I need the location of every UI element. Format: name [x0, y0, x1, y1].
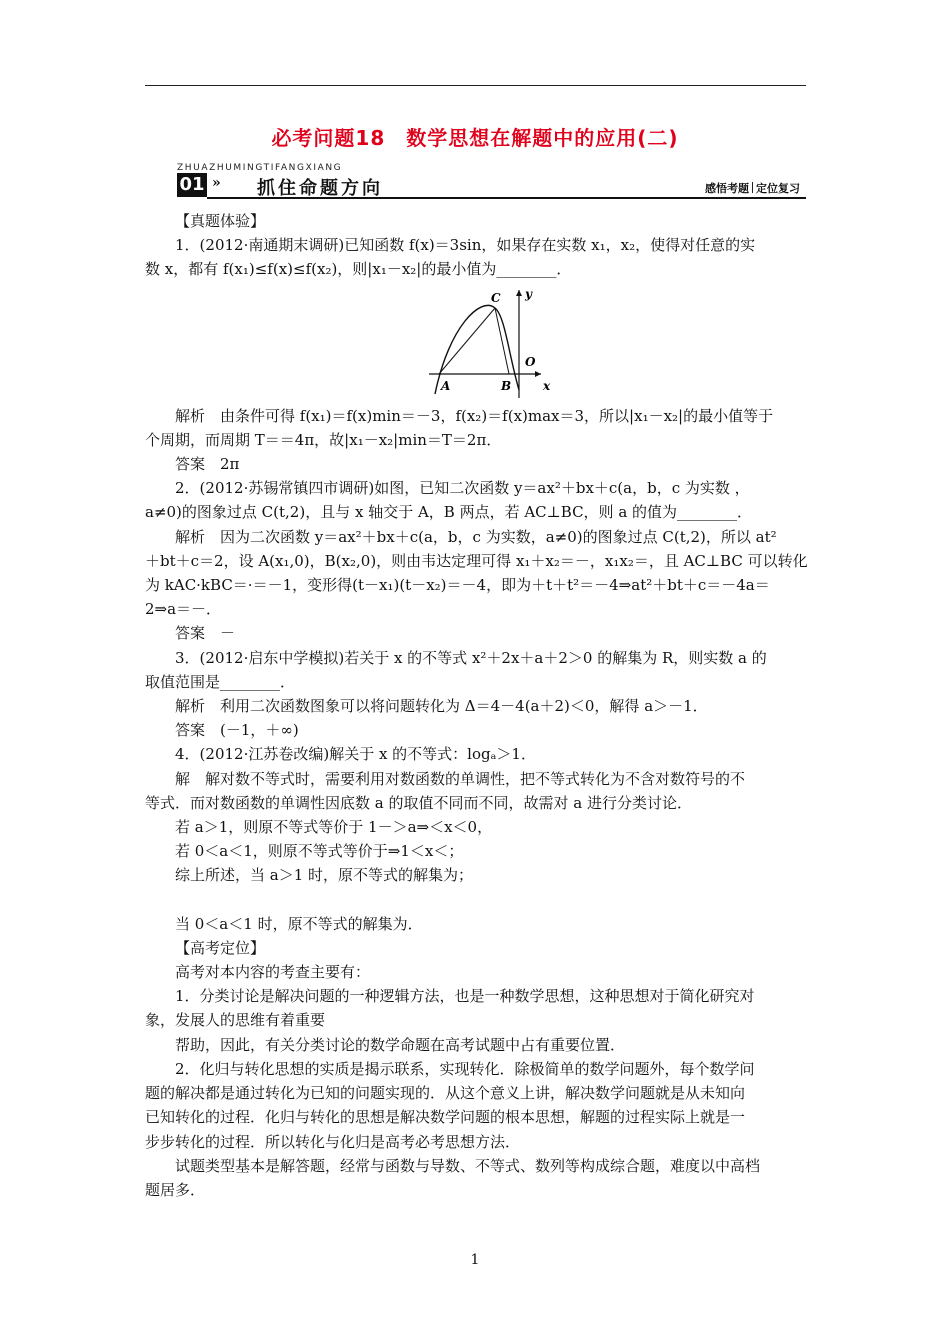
- section-heading-zhenti: 【真题体验】: [175, 212, 266, 230]
- answer-1-analysis-line-1: 解析 由条件可得 f(x₁)＝f(x)min＝－3，f(x₂)＝f(x)max＝3，所以|x₁－x₂|的最小值等于: [175, 406, 774, 425]
- x-axis-arrow: [535, 371, 541, 377]
- paragraph-3-line-1: 试题类型基本是解答题，经常与函数与导数、不等式、数列等构成综合题，难度以中高档: [175, 1156, 761, 1175]
- sine-graph: [429, 286, 549, 402]
- answer-2-analysis-line-2: ＋bt＋c＝2，设 A(x₁,0)，B(x₂,0)，则由韦达定理可得 x₁＋x₂＝－，x₁x₂＝，且 AC⊥BC 可以转化: [145, 551, 808, 570]
- answer-4-line-4: 若 0＜a＜1，则原不等式等价于⇒1＜x＜；: [175, 842, 464, 861]
- question-3-line-2: 取值范围是________．: [145, 672, 296, 691]
- section-pinyin: ZHUAZHUMINGTIFANGXIANG: [177, 163, 343, 173]
- question-1-line-2: 数 x，都有 f(x₁)≤f(x)≤f(x₂)，则|x₁－x₂|的最小值为________．: [145, 260, 572, 279]
- top-rule: [145, 85, 806, 86]
- section-tags: [705, 180, 800, 196]
- document-body: [145, 209, 809, 1202]
- paragraph-3-line-2: 题居多．: [145, 1180, 206, 1199]
- label-b: B: [501, 378, 512, 393]
- question-4: 4．(2012·江苏卷改编)解关于 x 的不等式：logₐ＞1．: [175, 745, 536, 764]
- blank-line: [145, 888, 809, 912]
- paragraph-intro: 高考对本内容的考查主要有：: [175, 963, 371, 982]
- question-1-line-1: 1．(2012·南通期末调研)已知函数 f(x)＝3sin，如果存在实数 x₁，x₂，使得对任意的实: [175, 236, 756, 255]
- answer-4-line-6: 当 0＜a＜1 时，原不等式的解集为．: [175, 914, 423, 933]
- paragraph-2-line-1: 2．化归与转化思想的实质是揭示联系，实现转化．除极简单的数学问题外，每个数学问: [175, 1059, 755, 1078]
- question-3-line-1: 3．(2012·启东中学模拟)若关于 x 的不等式 x²＋2x＋a＋2＞0 的解集为 R，则实数 a 的: [175, 648, 767, 667]
- paragraph-1-line-3: 帮助，因此，有关分类讨论的数学命题在高考试题中占有重要位置．: [175, 1035, 626, 1054]
- paragraph-2-line-4: 步步转化的过程．所以转化与化归是高考必考思想方法．: [145, 1132, 521, 1151]
- double-chevron-icon: »: [212, 175, 221, 191]
- answer-4-line-1: 解 解对数不等式时，需要利用对数函数的单调性，把不等式转化为不含对数符号的不: [175, 769, 746, 788]
- tag-ganwu: 感悟考题: [705, 182, 749, 195]
- section-title: 抓住命题方向: [257, 178, 383, 199]
- page-title: 必考问题18 数学思想在解题中的应用(二): [271, 126, 679, 150]
- paragraph-1-line-1: 1．分类讨论是解决问题的一种逻辑方法，也是一种数学思想，这种思想对于简化研究对: [175, 987, 755, 1006]
- label-y: y: [525, 286, 532, 301]
- section-number: 01: [177, 173, 207, 197]
- answer-4-line-5: 综上所述，当 a＞1 时，原不等式的解集为；: [175, 866, 474, 885]
- label-c: C: [491, 290, 501, 305]
- answer-4-line-3: 若 a＞1，则原不等式等价于 1－＞a⇒＜x＜0，: [175, 818, 493, 837]
- answer-4-line-2: 等式．而对数函数的单调性因底数 a 的取值不同而不同，故需对 a 进行分类讨论．: [145, 793, 692, 812]
- answer-1-analysis-line-2: 个周期，而周期 T＝＝4π，故|x₁－x₂|min＝T＝2π．: [145, 430, 502, 449]
- question-2-line-2: a≠0)的图象过点 C(t,2)，且与 x 轴交于 A，B 两点，若 AC⊥BC，则 a 的值为________．: [145, 503, 753, 522]
- paragraph-2-line-3: 已知转化的过程．化归与转化的思想是解决数学问题的根本思想，解题的过程实际上就是一: [145, 1108, 746, 1127]
- answer-3: 答案 (－1，＋∞): [175, 721, 299, 740]
- tag-separator: [752, 182, 753, 193]
- paragraph-1-line-2: 象，发展人的思维有着重要: [145, 1011, 326, 1030]
- answer-2: 答案 －: [175, 624, 236, 643]
- page-number: 1: [470, 1252, 480, 1268]
- section-banner: [177, 173, 806, 199]
- answer-2-analysis-line-3: 为 kAC·kBC＝·＝－1，变形得(t－x₁)(t－x₂)＝－4，即为＋t＋t²＝－4⇒at²＋bt＋c＝－4a＝: [145, 576, 770, 595]
- question-2-line-1: 2．(2012·苏锡常镇四市调研)如图，已知二次函数 y＝ax²＋bx＋c(a，b，c 为实数 ，: [175, 479, 750, 498]
- answer-3-analysis: 解析 利用二次函数图象可以将问题转化为 Δ＝4－4(a＋2)＜0，解得 a＞－1．: [175, 697, 708, 716]
- section-heading-gaokao: 【高考定位】: [175, 938, 266, 957]
- answer-1: 答案 2π: [175, 455, 240, 474]
- answer-2-analysis-line-1: 解析 因为二次函数 y＝ax²＋bx＋c(a，b，c 为实数，a≠0)的图象过点 C(t,2)，所以 at²: [175, 527, 777, 546]
- label-a: A: [441, 378, 451, 393]
- banner-underline: [207, 197, 806, 199]
- label-x: x: [543, 378, 551, 393]
- answer-2-analysis-line-4: 2⇒a＝－．: [145, 600, 222, 619]
- sine-graph-figure: [145, 286, 809, 402]
- label-o: O: [525, 354, 536, 369]
- paragraph-2-line-2: 题的解决都是通过转化为已知的问题实现的．从这个意义上讲，解决数学问题就是从未知向: [145, 1084, 746, 1103]
- y-axis-arrow: [516, 290, 522, 296]
- tag-dingwei: 定位复习: [756, 182, 800, 195]
